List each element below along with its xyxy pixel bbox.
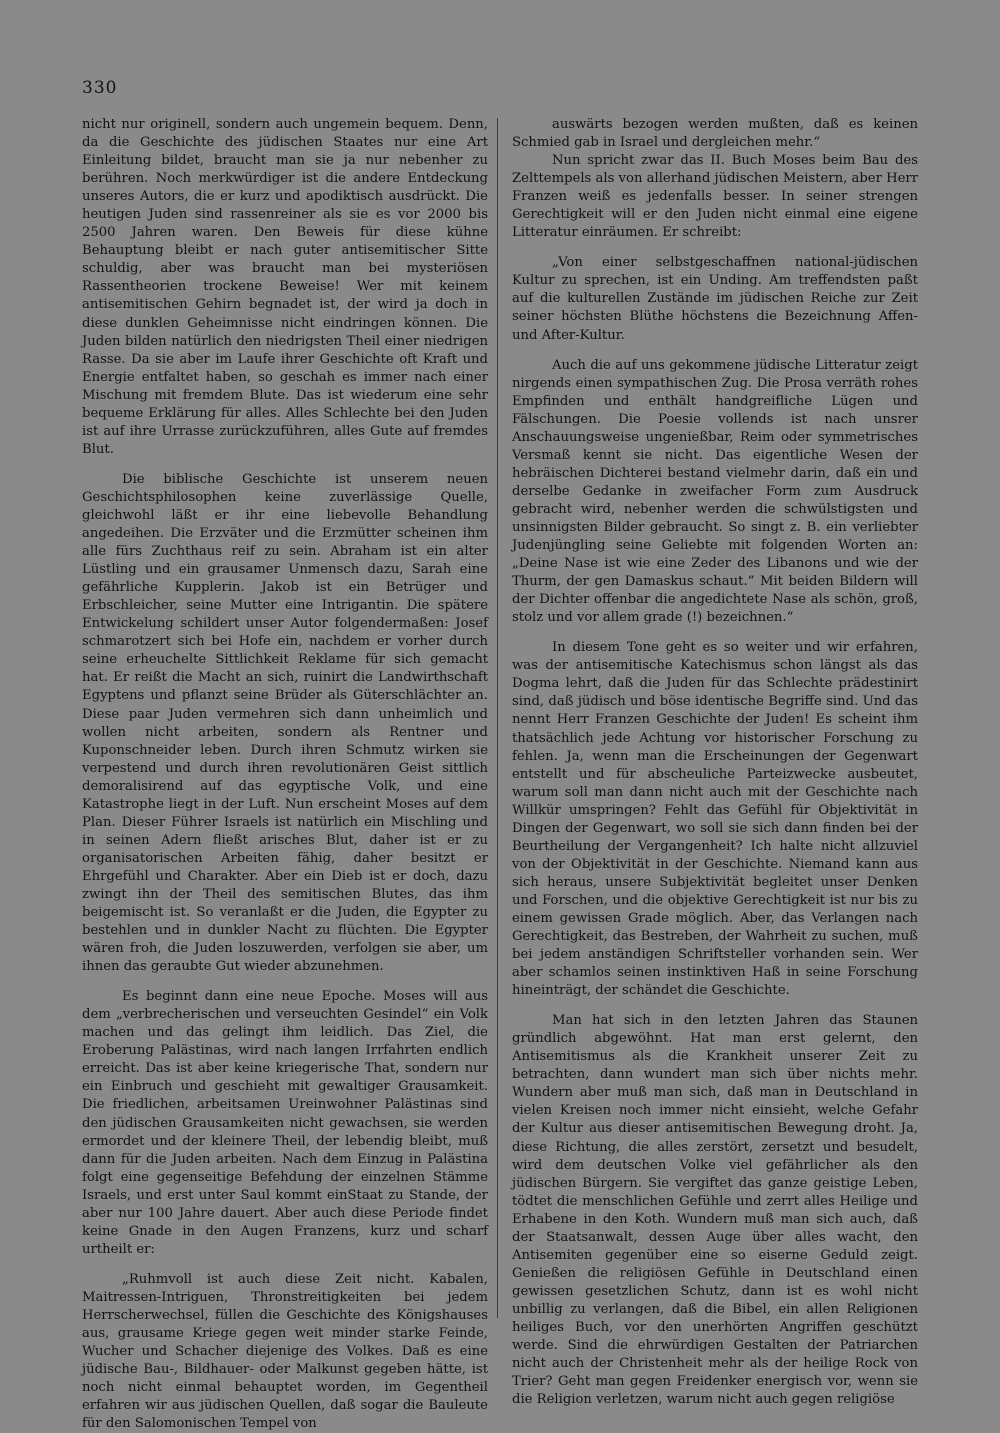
quotation: „Ruhmvoll ist auch diese Zeit nicht. Kabalen, Maitressen-Intriguen, Thronstreitigkeiten bei jedem Herrscherwechsel, füllen die Geschichte des Königshauses aus, grausame Kriege gegen weit minder starke Feinde, Wucher und Schacher diejenige des Volkes. Daß es eine jüdische Bau-, Bildhauer- oder Malkunst gegeben hätte, ist noch nicht einmal behauptet worden, im Gegentheil erfahren wir aus jüdischen Quellen, daß sogar die Bauleute für den Salomonischen Tempel von: [82, 1271, 488, 1432]
paragraph: auswärts bezogen werden mußten, daß es keinen Schmied gab in Israel und dergleichen mehr.“: [512, 117, 918, 151]
paragraph: In diesem Tone geht es so weiter und wir erfahren, was der antisemitische Katechismus schon längst als das Dogma lehrt, daß die Juden für das Schlechte prädestinirt sind, daß jüdisch und böse identische Begriffe sind. Und das nennt Herr Franzen Geschichte der Juden! Es scheint ihm thatsächlich jede Achtung vor historischer Forschung zu fehlen. Ja, wenn man die Erscheinungen der Gegenwart entstellt und für abscheuliche Parteizwecke ausbeutet, warum soll man dann nicht auch mit der Geschichte nach Willkür umspringen? Fehlt das Gefühl für Objektivität in Dingen der Gegenwart, wo soll sie sich dann finden bei der Beurtheilung der Vergangenheit? Ich halte nicht allzuviel von der Objektivität in der Geschichte. Niemand kann aus sich heraus, unsere Subjektivität begleitet unser Denken und Forschen, und die objektive Gerechtigkeit ist nur bis zu einem gewissen Grade möglich. Aber, das Verlangen nach Gerechtigkeit, das Bestreben, der Wahrheit zu suchen, muß bei jedem anständigen Schriftsteller vorhanden sein. Wer aber schamlos seinen instinktiven Haß in seine Forschung hineinträgt, der schändet die Geschichte.: [512, 640, 918, 999]
quotation: Auch die auf uns gekommene jüdische Litteratur zeigt nirgends einen sympathischen Zug. Die Prosa verräth rohes Empfinden und enthält handgreifliche Lügen und Fälschungen. Die Poesie vollends ist nach unsrer Anschauungsweise ungenießbar, Reim oder symmetrisches Versmaß kennt sie nicht. Das eigentliche Wesen der hebräischen Dichterei bestand vielmehr darin, daß ein und derselbe Gedanke in zweifacher Form zum Ausdruck gebracht wird, nebenher werden die schwülstigsten und unsinnigsten Bilder gebraucht. So singt z. B. ein verliebter Judenjüngling seine Geliebte mit folgenden Worten an: „Deine Nase ist wie eine Zeder des Libanons und wie der Thurm, der gen Damaskus schaut.“ Mit beiden Bildern will der Dichter offenbar die angedichtete Nase als schön, groß, stolz und vor allem grade (!) bezeichnen.“: [512, 357, 918, 626]
paragraph: Man hat sich in den letzten Jahren das Staunen gründlich abgewöhnt. Hat man erst gelernt, den Antisemitismus als die Krankheit unserer Zeit zu betrachten, dann wundert man sich über nichts mehr. Wundern aber muß man sich, daß man in Deutschland in vielen Kreisen noch immer nicht einsieht, welche Gefahr der Kultur aus dieser antisemitischen Bewegung droht. Ja, diese Richtung, die alles zerstört, zersetzt und besudelt, wird dem deutschen Volke viel gefährlicher als den jüdischen Bürgern. Sie vergiftet das ganze geistige Leben, tödtet die menschlichen Gefühle und zerrt alles Heilige und Erhabene in den Koth. Wundern muß man sich auch, daß der Staatsanwalt, dessen Auge über alles wacht, den Antisemiten gegenüber eine so eiserne Geduld zeigt. Genießen die religiösen Gefühle in Deutschland einen gewissen gesetzlichen Schutz, dann ist es wohl nicht unbillig zu verlangen, daß die Bibel, ein allen Religionen heiliges Buch, vor den unerhörten Angriffen geschützt werde. Sind die ehrwürdigen Gestalten der Patriarchen nicht auch der Christenheit mehr als der heilige Rock von Trier? Geht man gegen Freidenker energisch vor, wenn sie die Religion verletzen, warum nicht auch gegen religiöse: [512, 1013, 918, 1408]
paragraph: Die biblische Geschichte ist unserem neuen Geschichtsphilosophen keine zuverlässige Quelle, gleichwohl läßt er ihr eine liebevolle Behandlung angedeihen. Die Erzväter und die Erzmütter scheinen ihm alle fürs Zuchthaus reif zu sein. Abraham ist ein alter Lüstling und ein grausamer Unmensch dazu, Sarah eine gefährliche Kupplerin. Jakob ist ein Betrüger und Erbschleicher, seine Mutter eine Intrigantin. Die spätere Entwickelung schildert unser Autor folgendermaßen: Josef schmarotzert sich bei Hofe ein, nachdem er vorher durch seine erheuchelte Sittlichkeit Reklame für sich gemacht hat. Er reißt die Macht an sich, ruinirt die Landwirthschaft Egyptens und pflanzt seine Brüder als Güterschlächter an. Diese paar Juden vermehren sich dann unheimlich und wollen nicht arbeiten, sondern als Rentner und Kuponschneider leben. Durch ihren Schmutz wirken sie verpestend und durch ihren revolutionären Geist sittlich demoralisirend auf das egyptische Volk, und eine Katastrophe liegt in der Luft. Nun erscheint Moses auf dem Plan. Dieser Führer Israels ist natürlich ein Mischling und in seinen Adern fließt arisches Blut, daher ist er zu organisatorischen Arbeiten fähig, daher besitzt er Ehrgefühl und Charakter. Aber ein Dieb ist er doch, dazu zwingt ihn der Theil des semitischen Blutes, das ihm beigemischt ist. So veranlaßt er die Juden, die Egypter zu bestehlen und in dunkler Nacht zu flüchten. Die Egypter wären froh, die Juden loszuwerden, verfolgen sie aber, um ihnen das geraubte Gut wieder abzunehmen.: [82, 471, 488, 975]
column-divider: [497, 118, 498, 1318]
paragraph: Es beginnt dann eine neue Epoche. Moses will aus dem „verbrecherischen und verseuchten Gesindel“ ein Volk machen und das gelingt ihm leidlich. Das Ziel, die Eroberung Palästinas, wird nach langen Irrfahrten endlich erreicht. Das ist aber keine kriegerische That, sondern nur ein Einbruch und geschieht mit gewaltiger Grausamkeit. Die friedlichen, arbeitsamen Ureinwohner Palästinas sind den jüdischen Grausamkeiten nicht gewachsen, sie werden ermordet und der kleinere Theil, der lebendig bleibt, muß dann für die Juden arbeiten. Nach dem Einzug in Palästina folgt eine gegenseitige Befehdung der einzelnen Stämme Israels, und erst unter Saul kommt einStaat zu Stande, der aber nur 100 Jahre dauert. Aber auch diese Periode findet keine Gnade in den Augen Franzens, kurz und scharf urtheilt er:: [82, 989, 488, 1257]
paragraph: Nun spricht zwar das II. Buch Moses beim Bau des Zelttempels als von allerhand jüdischen Meistern, aber Herr Franzen weiß es jedenfalls besser. In seiner strengen Gerechtigkeit will er den Juden nicht einmal eine eigene Litteratur einräumen. Er schreibt:: [512, 153, 918, 241]
paragraph: nicht nur originell, sondern auch ungemein bequem. Denn, da die Geschichte des jüdischen Staates nur eine Art Einleitung bildet, braucht man sie ja nur nebenher zu berühren. Noch merkwürdiger ist die andere Entdeckung unseres Autors, die er kurz und apodiktisch ausdrückt. Die heutigen Juden sind rassenreiner als sie es vor 2000 bis 2500 Jahren waren. Den Beweis für diese kühne Behauptung bleibt er nach guter antisemitischer Sitte schuldig, aber was braucht man bei mysteriösen Rassentheorien trockene Beweise! Wer mit keinem antisemitischen Gehirn begnadet ist, der wird ja doch in diese dunklen Geheimnisse nicht eindringen können. Die Juden bilden natürlich den niedrigsten Theil einer niedrigen Rasse. Da sie aber im Laufe ihrer Geschichte oft Kraft und Energie entfaltet haben, so geschah es immer nach einer Mischung mit fremdem Blute. Das ist wiederum eine sehr bequeme Erklärung für alles. Alles Schlechte bei den Juden ist auf ihre Urrasse zurückzuführen, alles Gute auf fremdes Blut.: [82, 117, 488, 457]
right-column: [512, 116, 918, 1409]
left-column: [82, 116, 488, 1433]
page-number: 330: [82, 78, 118, 98]
quotation: „Von einer selbstgeschaffnen national-jüdischen Kultur zu sprechen, ist ein Unding. Am treffendsten paßt auf die kulturellen Zustände im jüdischen Reiche zur Zeit seiner höchsten Blüthe höchstens die Bezeichnung Affen- und After-Kultur.: [512, 255, 918, 343]
